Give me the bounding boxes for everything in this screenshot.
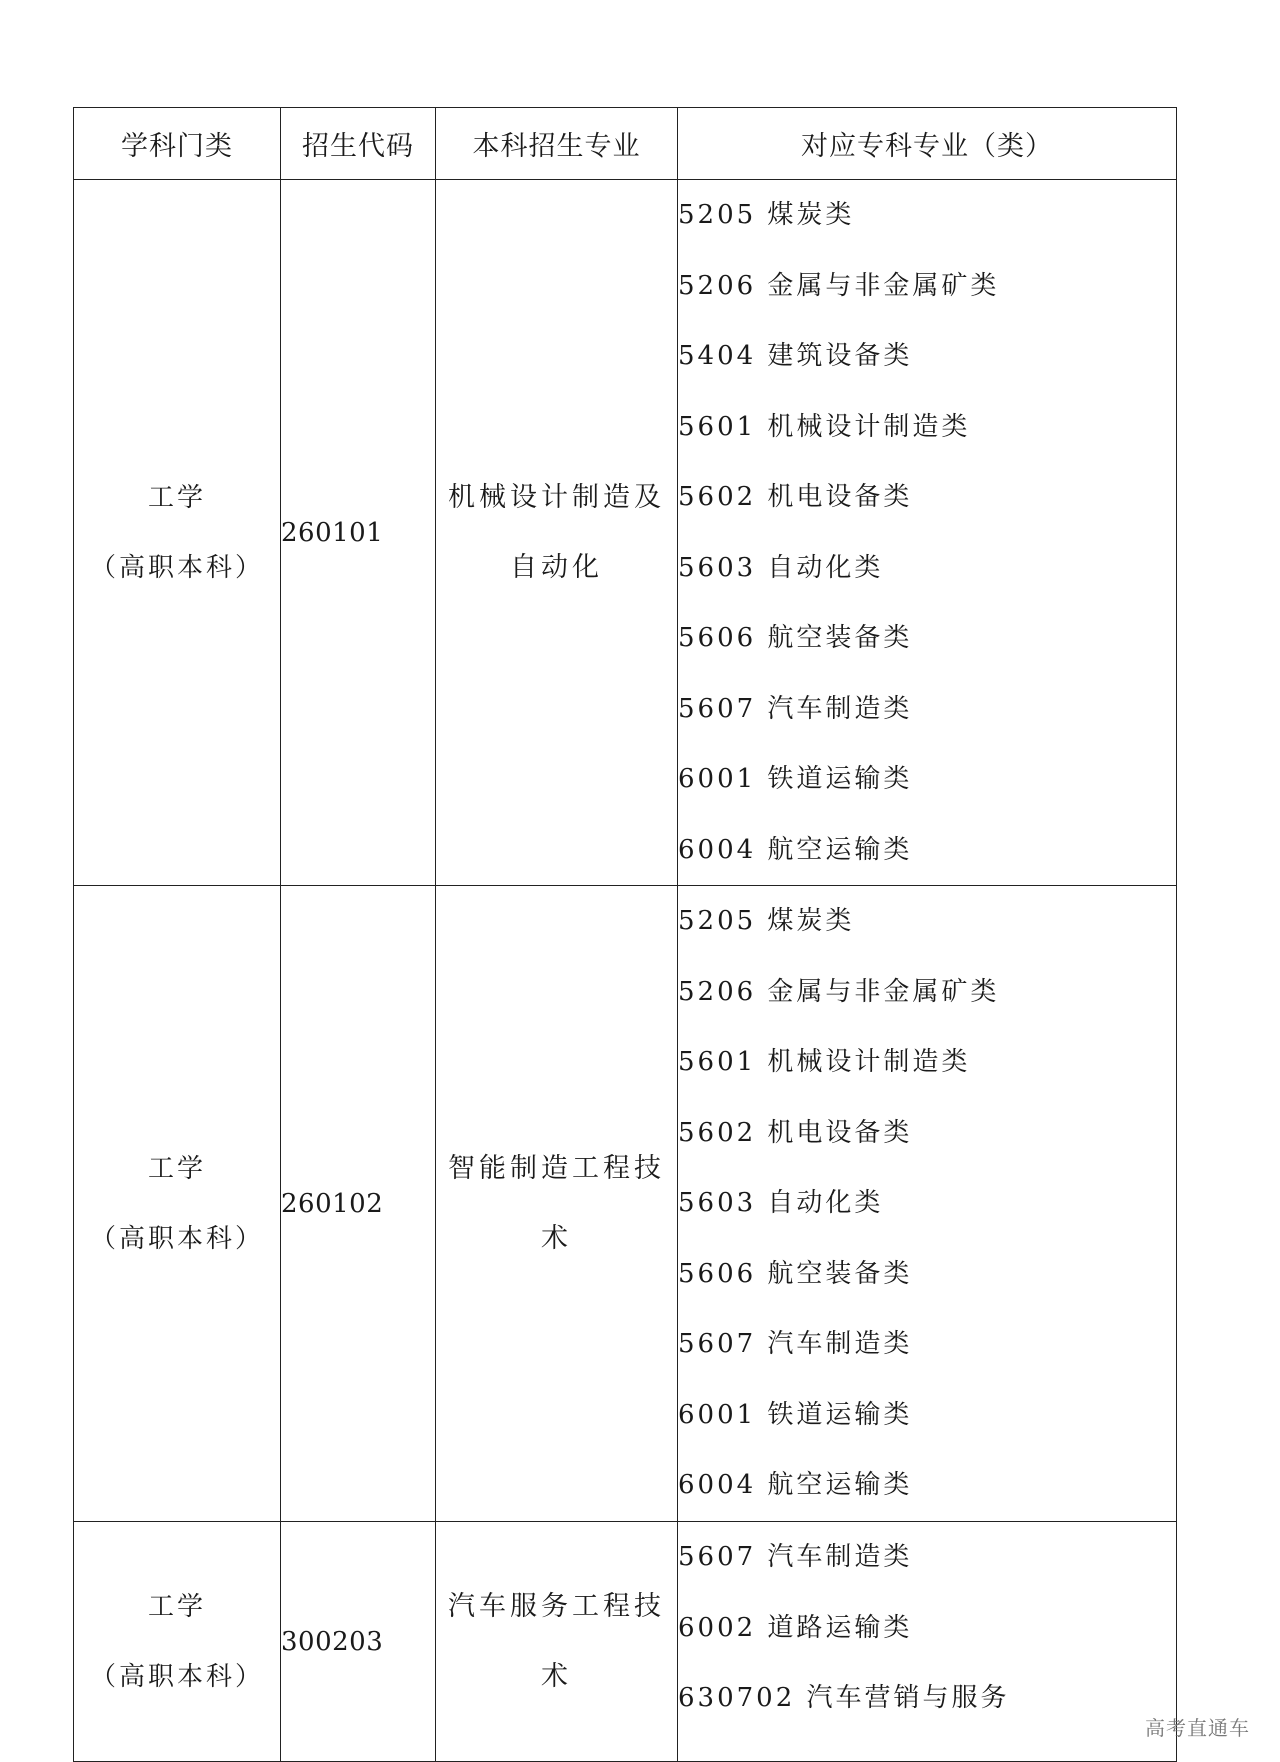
related-item: 6004 航空运输类 — [678, 834, 913, 865]
category-name: 工学 — [147, 482, 206, 513]
table-row — [74, 886, 1177, 1522]
major-line: 智能制造工程技 — [448, 1152, 665, 1184]
category-note: （高职本科） — [89, 552, 264, 583]
majors-table-container — [73, 107, 1176, 1762]
related-item: 5404 建筑设备类 — [678, 341, 913, 371]
code-cell: 300203 — [281, 1522, 436, 1762]
category-cell — [74, 886, 281, 1522]
major-line: 自动化 — [510, 551, 603, 583]
category-name: 工学 — [147, 1153, 206, 1184]
related-item: 6001 铁道运输类 — [678, 1399, 913, 1430]
header-code: 招生代码 — [281, 108, 436, 180]
related-cell — [678, 180, 1177, 886]
watermark-text: 高考直通车 — [1145, 1716, 1250, 1740]
header-category: 学科门类 — [74, 108, 281, 180]
related-item: 5607 汽车制造类 — [678, 1542, 913, 1572]
related-item: 5606 航空装备类 — [678, 1258, 913, 1289]
code-cell: 260102 — [281, 886, 436, 1522]
category-note: （高职本科） — [89, 1661, 264, 1692]
related-item: 5601 机械设计制造类 — [678, 411, 971, 442]
header-major: 本科招生专业 — [436, 108, 678, 180]
code-cell: 260101 — [281, 180, 436, 886]
category-note: （高职本科） — [89, 1223, 264, 1254]
related-cell — [678, 1522, 1177, 1762]
major-cell — [436, 1522, 678, 1762]
major-cell — [436, 180, 678, 886]
related-item: 5206 金属与非金属矿类 — [678, 976, 1000, 1007]
table-row — [74, 1522, 1177, 1762]
related-item: 5205 煤炭类 — [678, 906, 855, 936]
related-item: 5603 自动化类 — [678, 552, 884, 583]
major-line: 术 — [541, 1660, 572, 1692]
related-cell — [678, 886, 1177, 1522]
category-cell — [74, 180, 281, 886]
table-row — [74, 180, 1177, 886]
related-item: 6004 航空运输类 — [678, 1470, 913, 1500]
major-line: 汽车服务工程技 — [448, 1590, 665, 1622]
related-item: 630702 汽车营销与服务 — [678, 1683, 1010, 1713]
major-cell — [436, 886, 678, 1522]
table-header-row — [74, 108, 1177, 180]
category-cell — [74, 1522, 281, 1762]
related-item: 5206 金属与非金属矿类 — [678, 270, 1000, 301]
related-item: 5205 煤炭类 — [678, 200, 855, 230]
majors-table — [73, 107, 1177, 1762]
major-line: 术 — [541, 1222, 572, 1254]
related-item: 6002 道路运输类 — [678, 1612, 913, 1643]
major-line: 机械设计制造及 — [448, 481, 665, 513]
related-item: 5607 汽车制造类 — [678, 693, 913, 724]
related-item: 5601 机械设计制造类 — [678, 1047, 971, 1077]
related-item: 5606 航空装备类 — [678, 623, 913, 653]
related-item: 6001 铁道运输类 — [678, 764, 913, 794]
header-related: 对应专科专业（类） — [678, 108, 1177, 180]
related-item: 5602 机电设备类 — [678, 482, 913, 512]
category-name: 工学 — [147, 1591, 206, 1622]
related-item: 5602 机电设备类 — [678, 1117, 913, 1148]
related-item: 5607 汽车制造类 — [678, 1329, 913, 1359]
related-item: 5603 自动化类 — [678, 1188, 884, 1218]
